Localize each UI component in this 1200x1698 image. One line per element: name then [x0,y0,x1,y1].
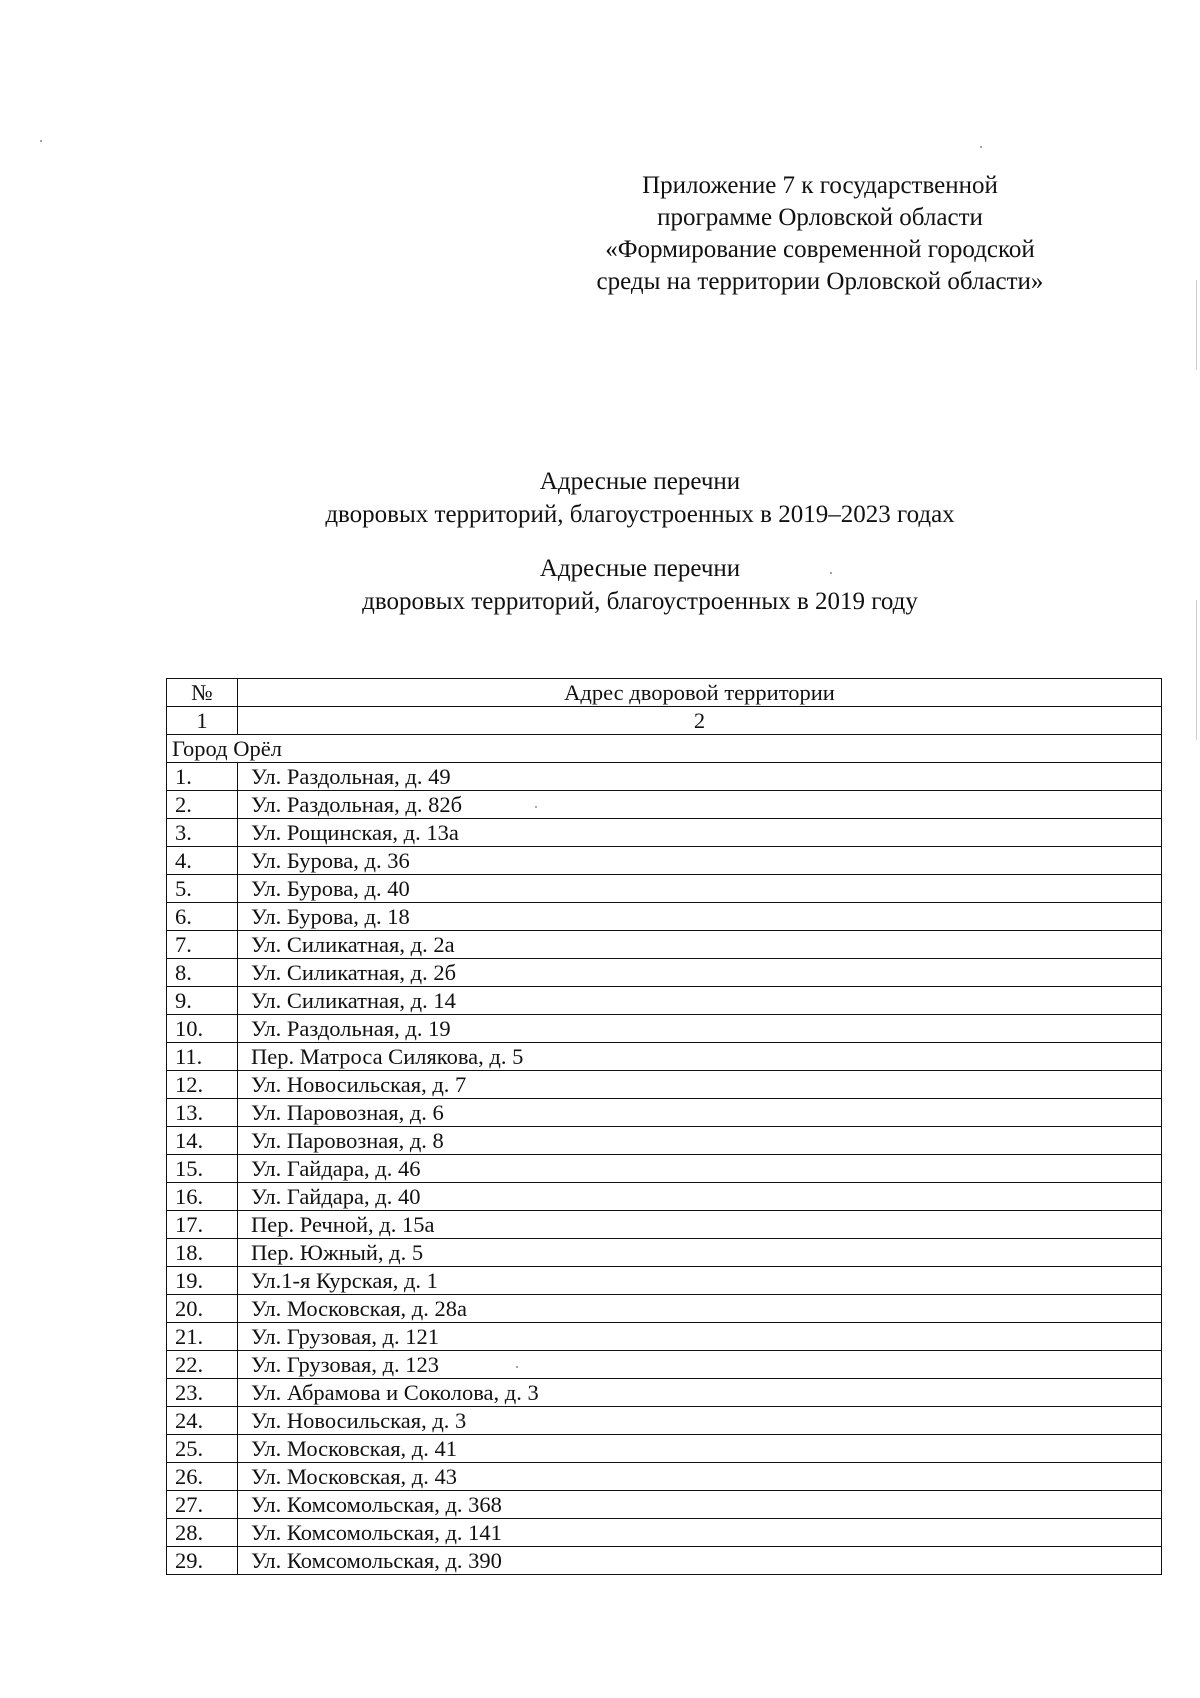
row-number: 26. [167,1463,238,1491]
scan-margin-line [1196,600,1197,740]
address-table [166,678,1162,1575]
table-row [167,1183,1162,1211]
row-number: 2. [167,791,238,819]
row-number: 22. [167,1351,238,1379]
table-row [167,1407,1162,1435]
scan-speck [40,140,42,142]
table-row [167,1351,1162,1379]
table-row [167,1267,1162,1295]
row-number: 15. [167,1155,238,1183]
row-address: Ул. Комсомольская, д. 368 [238,1491,1162,1519]
row-address: Ул. Гайдара, д. 46 [238,1155,1162,1183]
row-number: 11. [167,1043,238,1071]
row-number: 4. [167,847,238,875]
table-row [167,1015,1162,1043]
table-row [167,1071,1162,1099]
scan-margin-line [1196,280,1197,370]
header-address: Адрес дворовой территории [238,679,1162,707]
row-address: Ул. Бурова, д. 36 [238,847,1162,875]
table-row [167,1295,1162,1323]
scan-speck [980,146,982,148]
row-address: Ул. Паровозная, д. 8 [238,1127,1162,1155]
row-address: Ул. Комсомольская, д. 390 [238,1547,1162,1575]
row-address: Ул. Силикатная, д. 2б [238,959,1162,987]
row-number: 12. [167,1071,238,1099]
row-address: Ул. Грузовая, д. 123 [238,1351,1162,1379]
row-address: Ул. Бурова, д. 40 [238,875,1162,903]
table-row [167,1127,1162,1155]
table-row [167,959,1162,987]
appendix-line: «Формирование современной городской [605,236,1035,263]
table-row [167,1435,1162,1463]
row-address: Ул. Московская, д. 28а [238,1295,1162,1323]
row-address: Ул. Московская, д. 41 [238,1435,1162,1463]
row-address: Ул. Гайдара, д. 40 [238,1183,1162,1211]
section-row [167,735,1162,763]
table-row [167,1519,1162,1547]
appendix-line: программе Орловской области [657,204,983,231]
table-row [167,1323,1162,1351]
table-row [167,847,1162,875]
row-number: 28. [167,1519,238,1547]
header-number: № [167,679,238,707]
main-heading-line: дворовых территорий, благоустроенных в 2019–2023 годах [325,501,955,528]
row-number: 24. [167,1407,238,1435]
row-number: 10. [167,1015,238,1043]
row-address: Ул. Силикатная, д. 2а [238,931,1162,959]
row-address: Ул. Рощинская, д. 13а [238,819,1162,847]
row-address: Ул. Новосильская, д. 3 [238,1407,1162,1435]
table-row [167,1099,1162,1127]
row-number: 3. [167,819,238,847]
table-row [167,819,1162,847]
row-number: 18. [167,1239,238,1267]
table-row [167,1379,1162,1407]
row-address: Ул.1-я Курская, д. 1 [238,1267,1162,1295]
row-address: Ул. Раздольная, д. 19 [238,1015,1162,1043]
table-row [167,1155,1162,1183]
table-row [167,903,1162,931]
row-number: 1. [167,763,238,791]
row-number: 16. [167,1183,238,1211]
row-number: 19. [167,1267,238,1295]
main-heading-line: Адресные перечни [539,468,741,495]
row-number: 20. [167,1295,238,1323]
table-row [167,791,1162,819]
sub-heading-line: Адресные перечни [539,555,741,582]
row-number: 27. [167,1491,238,1519]
table-row [167,1463,1162,1491]
row-address: Ул. Московская, д. 43 [238,1463,1162,1491]
table-row [167,931,1162,959]
table-row [167,1239,1162,1267]
row-number: 17. [167,1211,238,1239]
row-number: 13. [167,1099,238,1127]
row-number: 14. [167,1127,238,1155]
row-address: Пер. Южный, д. 5 [238,1239,1162,1267]
table-row [167,875,1162,903]
section-label: Город Орёл [167,735,1162,763]
appendix-line: Приложение 7 к государственной [642,172,998,199]
table-header-row [167,679,1162,707]
row-address: Ул. Силикатная, д. 14 [238,987,1162,1015]
index-col-1: 1 [167,707,238,735]
row-number: 25. [167,1435,238,1463]
row-address: Ул. Грузовая, д. 121 [238,1323,1162,1351]
row-address: Ул. Комсомольская, д. 141 [238,1519,1162,1547]
row-number: 8. [167,959,238,987]
row-number: 7. [167,931,238,959]
row-address: Пер. Матроса Силякова, д. 5 [238,1043,1162,1071]
row-number: 5. [167,875,238,903]
table-row [167,1043,1162,1071]
row-address: Ул. Абрамова и Соколова, д. 3 [238,1379,1162,1407]
row-address: Пер. Речной, д. 15а [238,1211,1162,1239]
table-row [167,1211,1162,1239]
row-number: 6. [167,903,238,931]
row-address: Ул. Паровозная, д. 6 [238,1099,1162,1127]
row-number: 9. [167,987,238,1015]
sub-heading-line: дворовых территорий, благоустроенных в 2019 году [362,588,918,615]
table-row [167,763,1162,791]
index-col-2: 2 [238,707,1162,735]
row-address: Ул. Новосильская, д. 7 [238,1071,1162,1099]
row-number: 29. [167,1547,238,1575]
table-row [167,987,1162,1015]
appendix-note [575,170,1065,298]
table-index-row [167,707,1162,735]
appendix-line: среды на территории Орловской области» [596,268,1044,295]
row-number: 21. [167,1323,238,1351]
table-row [167,1491,1162,1519]
main-heading [150,465,1130,531]
sub-heading [150,552,1130,618]
row-address: Ул. Раздольная, д. 49 [238,763,1162,791]
row-address: Ул. Бурова, д. 18 [238,903,1162,931]
table-row [167,1547,1162,1575]
row-number: 23. [167,1379,238,1407]
row-address: Ул. Раздольная, д. 82б [238,791,1162,819]
